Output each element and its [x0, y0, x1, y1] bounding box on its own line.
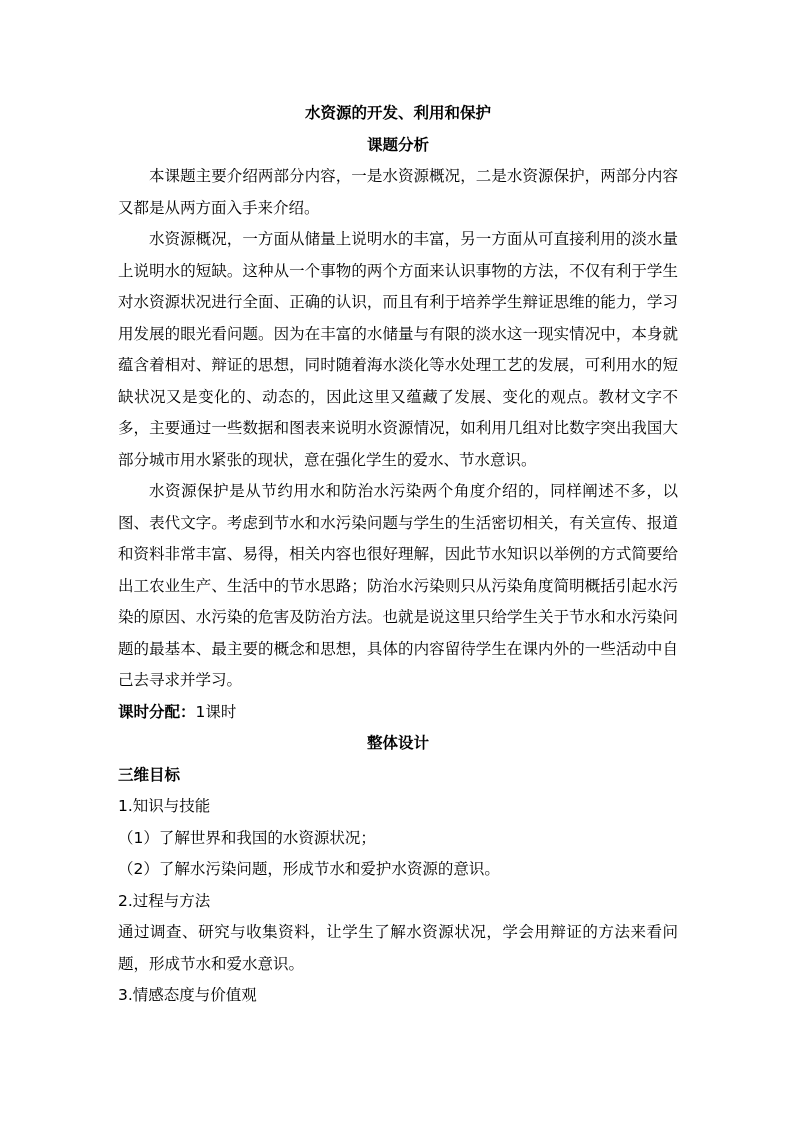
- paragraph-protection: 水资源保护是从节约用水和防治水污染两个角度介绍的，同样阐述不多，以图、表代文字。考虑到节水和水污染问题与学生的生活密切相关，有关宣传、报道和资料非常丰富、易得，相关内容也很好理解，因此节水知识以举例的方式简要给出工农业生产、生活中的节水思路；防治水污染则只从污染角度简明概括引起水污染的原因、水污染的危害及防治方法。也就是说这里只给学生关于节水和水污染问题的最基本、最主要的概念和思想，具体的内容留待学生在课内外的一些活动中自己去寻求并学习。: [118, 482, 678, 689]
- document-body: [118, 98, 678, 1012]
- goal3-heading: 3.情感态度与价值观: [118, 986, 257, 1004]
- goal2-heading: 2.过程与方法: [118, 891, 211, 910]
- document-title: 水资源的开发、利用和保护: [304, 104, 491, 122]
- class-hours-value: 1课时: [195, 702, 237, 721]
- class-hours-label: 课时分配：: [118, 702, 196, 721]
- goal1-heading: 1.知识与技能: [118, 797, 211, 815]
- paragraph-overview: 水资源概况，一方面从储量上说明水的丰富，另一方面从可直接利用的淡水量上说明水的短缺。这种从一个事物的两个方面来认识事物的方法，不仅有利于学生对水资源状况进行全面、正确的认识，而且有利于培养学生辩证思维的能力，学习用发展的眼光看问题。因为在丰富的水储量与有限的淡水这一现实情况中，本身就蕴含着相对、辩证的思想，同时随着海水淡化等水处理工艺的发展，可利用水的短缺状况又是变化的、动态的，因此这里又蕴藏了发展、变化的观点。教材文字不多，主要通过一些数据和图表来说明水资源情况，如利用几组对比数字突出我国大部分城市用水紧张的现状，意在强化学生的爱水、节水意识。: [118, 230, 678, 469]
- section-heading-analysis: 课题分析: [366, 135, 429, 154]
- section-heading-design: 整体设计: [366, 734, 429, 752]
- paragraph-intro: 本课题主要介绍两部分内容，一是水资源概况，二是水资源保护，两部分内容又都是从两方面入手来介绍。: [118, 167, 678, 217]
- goal1-item: （1）了解世界和我国的水资源状况；: [118, 828, 376, 847]
- class-hours-line: [118, 697, 678, 729]
- goal2-text: 通过调查、研究与收集资料，让学生了解水资源状况，学会用辩证的方法来看问题，形成节水和爱水意识。: [118, 923, 678, 973]
- goals-heading: 三维目标: [118, 765, 181, 784]
- goal1-item: （2）了解水污染问题，形成节水和爱护水资源的意识。: [118, 860, 500, 878]
